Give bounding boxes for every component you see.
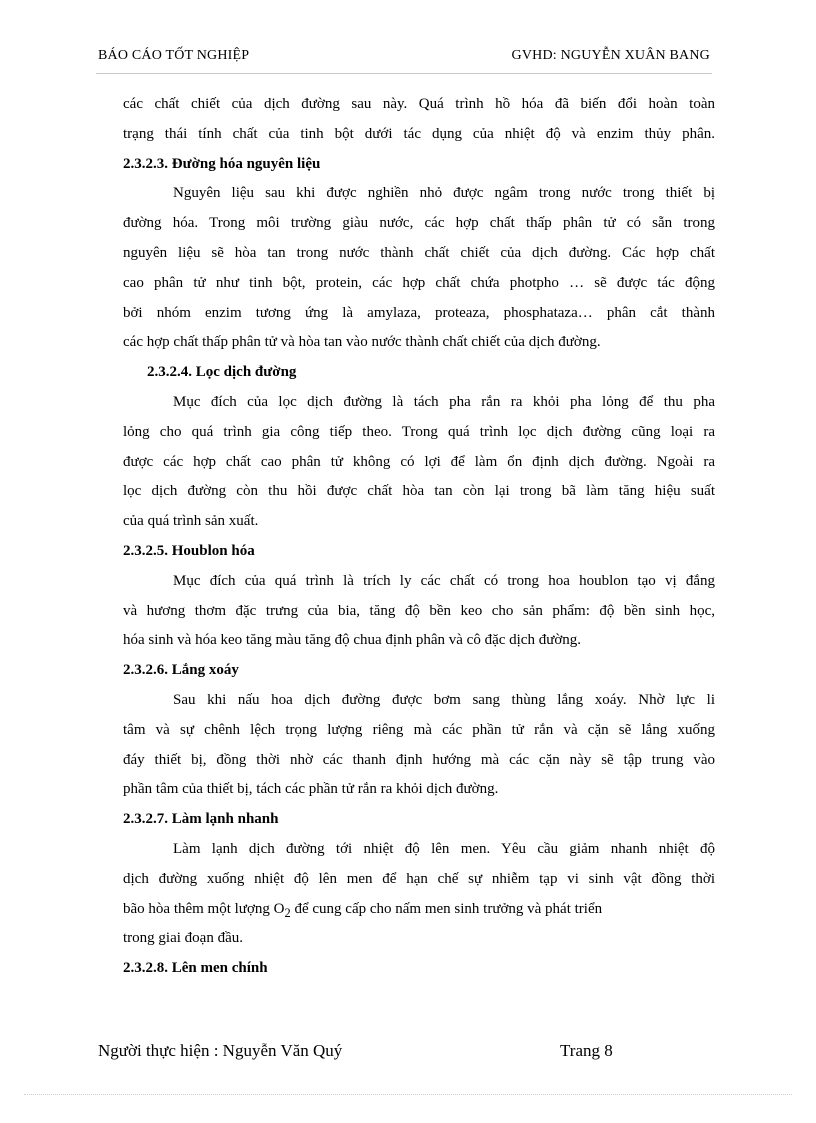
section-heading-2-3-2-6: 2.3.2.6. Lắng xoáy [123,662,239,679]
body-line: Nguyên liệu sau khi được nghiền nhỏ được ngâm trong nước trong thiết bị [173,185,715,202]
document-body [123,90,715,984]
body-line: của quá trình sản xuất. [123,513,259,530]
section-heading-2-3-2-5: 2.3.2.5. Houblon hóa [123,542,255,559]
header-divider [96,73,712,74]
page-number: Trang 8 [560,1041,613,1060]
body-line: Làm lạnh dịch đường tới nhiệt độ lên men. Yêu cầu giảm nhanh nhiệt độ [173,840,715,857]
page-header [98,48,710,68]
section-heading-2-3-2-3: 2.3.2.3. Đường hóa nguyên liệu [123,155,321,172]
body-text-segment: bão hòa thêm một lượng O [123,900,285,917]
body-line: được các hợp chất cao phân tử không có lợi để làm ổn định dịch đường. Ngoài ra [123,453,715,470]
body-line: các chất chiết của dịch đường sau này. Quá trình hồ hóa đã biến đổi hoàn toàn [123,96,715,112]
body-line: các hợp chất thấp phân tử và hòa tan vào nước thành chất chiết của dịch đường. [123,334,601,351]
section-heading-2-3-2-4: 2.3.2.4. Lọc dịch đường [147,364,297,381]
body-line: nguyên liệu sẽ hòa tan trong nước thành chất chiết của dịch đường. Các hợp chất [123,244,715,261]
body-line: cao phân tử như tinh bột, protein, các hợp chất chứa photpho … sẽ được tác động [123,274,715,291]
author-line: Người thực hiện : Nguyễn Văn Quý [98,1041,343,1060]
section-heading-2-3-2-7: 2.3.2.7. Làm lạnh nhanh [123,811,279,828]
body-line: tâm và sự chênh lệch trọng lượng riêng mà các phần tử rắn và cặn sẽ lắng xuống [123,721,715,738]
body-line: hóa sinh và hóa keo tăng màu tăng độ chua định phân và cô đặc dịch đường. [123,632,582,649]
body-text-segment: để cung cấp cho nấm men sinh trưởng và phát triển [290,900,603,917]
body-line: trong giai đoạn đầu. [123,930,243,947]
body-line: dịch đường xuống nhiệt độ lên men để hạn chế sự nhiễm tạp vi sinh vật đồng thời [123,870,715,887]
body-line-with-subscript [123,895,715,925]
body-line: Mục đích của quá trình là trích ly các chất có trong hoa houblon tạo vị đắng [173,572,715,589]
report-title: BÁO CÁO TỐT NGHIỆP [98,48,250,63]
subscript-2: 2 [284,905,291,920]
advisor-name: GVHD: NGUYỄN XUÂN BANG [511,48,710,63]
page-bottom-divider [24,1094,792,1095]
body-line: lọc dịch đường còn thu hồi được chất hòa tan còn lại trong bã làm tăng hiệu suất [123,483,715,500]
body-line: phần tâm của thiết bị, tách các phần tử rắn ra khỏi dịch đường. [123,781,499,798]
body-line: bởi nhóm enzim tương ứng là amylaza, proteaza, phosphataza… phân cắt thành [123,304,715,321]
body-line: Sau khi nấu hoa dịch đường được bơm sang thùng lắng xoáy. Nhờ lực li [173,691,715,708]
section-heading-2-3-2-8: 2.3.2.8. Lên men chính [123,960,268,977]
page-footer [98,1041,658,1065]
body-line: Mục đích của lọc dịch đường là tách pha rắn ra khỏi pha lỏng để thu pha [173,393,715,410]
body-line: trạng thái tính chất của tinh bột dưới tác dụng của nhiệt độ và enzim thủy phân. [123,125,715,142]
body-line: lỏng cho quá trình gia công tiếp theo. Trong quá trình lọc dịch đường cũng loại ra [123,423,715,440]
body-line: đường hóa. Trong môi trường giàu nước, các hợp chất thấp phân tử có sẵn trong [123,215,715,232]
body-line: và hương thơm đặc trưng của bia, tăng độ bền keo cho sản phẩm: độ bền sinh học, [123,602,715,619]
body-line: đáy thiết bị, đồng thời nhờ các thanh định hướng mà các cặn này sẽ tập trung vào [123,751,715,768]
